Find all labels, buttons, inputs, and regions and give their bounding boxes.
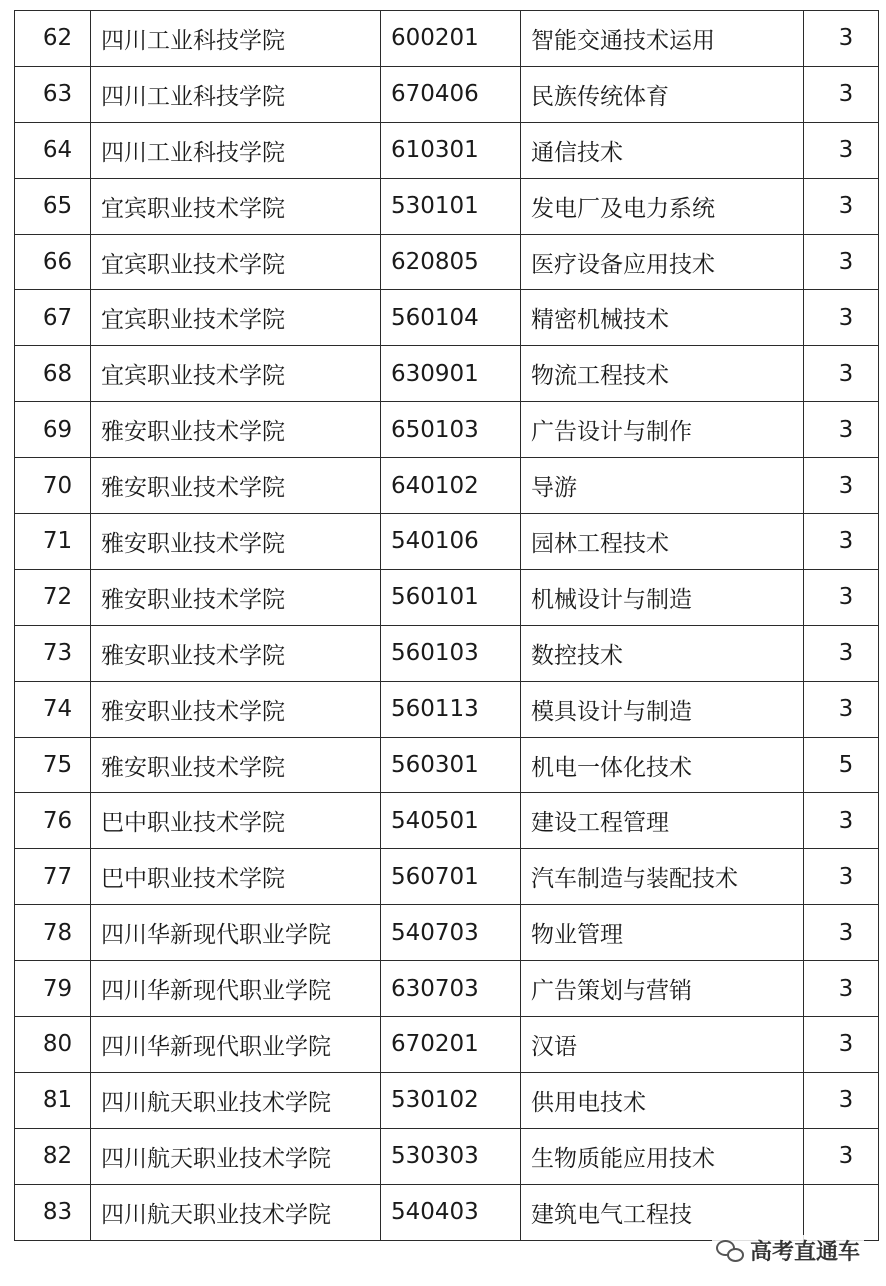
- quota-count-cell: 3: [804, 1128, 879, 1184]
- major-name-cell: 通信技术: [521, 122, 804, 178]
- quota-count-cell: 3: [804, 1017, 879, 1073]
- table-row: [15, 66, 879, 122]
- row-number-cell: 65: [15, 178, 91, 234]
- row-number-cell: 83: [15, 1184, 91, 1240]
- major-code-cell: 630901: [381, 346, 521, 402]
- quota-count-cell: 3: [804, 681, 879, 737]
- quota-count-cell: 3: [804, 961, 879, 1017]
- quota-table: [14, 10, 879, 1241]
- table-row: [15, 905, 879, 961]
- quota-count-cell: 3: [804, 122, 879, 178]
- table-row: [15, 1184, 879, 1240]
- wechat-icon: [716, 1240, 744, 1262]
- quota-count-cell: 3: [804, 849, 879, 905]
- school-name-cell: 四川华新现代职业学院: [91, 905, 381, 961]
- row-number-cell: 76: [15, 793, 91, 849]
- quota-count-cell: 3: [804, 625, 879, 681]
- major-name-cell: 广告设计与制作: [521, 402, 804, 458]
- row-number-cell: 66: [15, 234, 91, 290]
- quota-count-cell: 3: [804, 458, 879, 514]
- table-row: [15, 458, 879, 514]
- row-number-cell: 75: [15, 737, 91, 793]
- quota-count-cell: 3: [804, 290, 879, 346]
- quota-count-cell: 3: [804, 178, 879, 234]
- major-code-cell: 530102: [381, 1072, 521, 1128]
- quota-count-cell: 3: [804, 66, 879, 122]
- school-name-cell: 四川工业科技学院: [91, 122, 381, 178]
- table-row: [15, 681, 879, 737]
- major-code-cell: 620805: [381, 234, 521, 290]
- quota-table-body: [15, 11, 879, 1241]
- row-number-cell: 80: [15, 1017, 91, 1073]
- quota-count-cell: 3: [804, 11, 879, 67]
- quota-count-cell: 3: [804, 905, 879, 961]
- major-name-cell: 供用电技术: [521, 1072, 804, 1128]
- major-code-cell: 540703: [381, 905, 521, 961]
- major-code-cell: 540403: [381, 1184, 521, 1240]
- major-name-cell: 汉语: [521, 1017, 804, 1073]
- school-name-cell: 四川航天职业技术学院: [91, 1072, 381, 1128]
- major-code-cell: 670201: [381, 1017, 521, 1073]
- major-code-cell: 560103: [381, 625, 521, 681]
- table-row: [15, 290, 879, 346]
- row-number-cell: 63: [15, 66, 91, 122]
- table-row: [15, 122, 879, 178]
- school-name-cell: 雅安职业技术学院: [91, 681, 381, 737]
- table-row: [15, 1017, 879, 1073]
- quota-count-cell: 3: [804, 234, 879, 290]
- quota-count-cell: 3: [804, 569, 879, 625]
- school-name-cell: 四川工业科技学院: [91, 66, 381, 122]
- major-name-cell: 建设工程管理: [521, 793, 804, 849]
- school-name-cell: 雅安职业技术学院: [91, 514, 381, 570]
- row-number-cell: 62: [15, 11, 91, 67]
- major-name-cell: 模具设计与制造: [521, 681, 804, 737]
- watermark-text: 高考直通车: [749, 1240, 860, 1265]
- row-number-cell: 82: [15, 1128, 91, 1184]
- row-number-cell: 71: [15, 514, 91, 570]
- school-name-cell: 宜宾职业技术学院: [91, 346, 381, 402]
- school-name-cell: 四川华新现代职业学院: [91, 961, 381, 1017]
- school-name-cell: 宜宾职业技术学院: [91, 234, 381, 290]
- row-number-cell: 64: [15, 122, 91, 178]
- school-name-cell: 巴中职业技术学院: [91, 793, 381, 849]
- table-row: [15, 11, 879, 67]
- table-row: [15, 793, 879, 849]
- quota-count-cell: 3: [804, 346, 879, 402]
- quota-count-cell: 3: [804, 514, 879, 570]
- school-name-cell: 四川工业科技学院: [91, 11, 381, 67]
- major-code-cell: 560113: [381, 681, 521, 737]
- table-row: [15, 402, 879, 458]
- major-code-cell: 540106: [381, 514, 521, 570]
- major-name-cell: 物流工程技术: [521, 346, 804, 402]
- table-row: [15, 737, 879, 793]
- major-name-cell: 精密机械技术: [521, 290, 804, 346]
- major-name-cell: 机械设计与制造: [521, 569, 804, 625]
- major-name-cell: 民族传统体育: [521, 66, 804, 122]
- major-name-cell: 医疗设备应用技术: [521, 234, 804, 290]
- row-number-cell: 69: [15, 402, 91, 458]
- quota-count-cell: 5: [804, 737, 879, 793]
- row-number-cell: 79: [15, 961, 91, 1017]
- school-name-cell: 雅安职业技术学院: [91, 458, 381, 514]
- major-code-cell: 560104: [381, 290, 521, 346]
- quota-count-cell: 3: [804, 402, 879, 458]
- major-name-cell: 导游: [521, 458, 804, 514]
- major-code-cell: 560101: [381, 569, 521, 625]
- major-code-cell: 600201: [381, 11, 521, 67]
- table-row: [15, 1128, 879, 1184]
- school-name-cell: 宜宾职业技术学院: [91, 290, 381, 346]
- row-number-cell: 73: [15, 625, 91, 681]
- table-row: [15, 961, 879, 1017]
- row-number-cell: 81: [15, 1072, 91, 1128]
- school-name-cell: 雅安职业技术学院: [91, 737, 381, 793]
- major-name-cell: 机电一体化技术: [521, 737, 804, 793]
- major-code-cell: 630703: [381, 961, 521, 1017]
- school-name-cell: 宜宾职业技术学院: [91, 178, 381, 234]
- table-row: [15, 346, 879, 402]
- major-name-cell: 智能交通技术运用: [521, 11, 804, 67]
- school-name-cell: 雅安职业技术学院: [91, 569, 381, 625]
- row-number-cell: 68: [15, 346, 91, 402]
- table-row: [15, 625, 879, 681]
- school-name-cell: 巴中职业技术学院: [91, 849, 381, 905]
- row-number-cell: 67: [15, 290, 91, 346]
- major-code-cell: 530303: [381, 1128, 521, 1184]
- table-row: [15, 569, 879, 625]
- major-code-cell: 640102: [381, 458, 521, 514]
- school-name-cell: 雅安职业技术学院: [91, 402, 381, 458]
- major-code-cell: 530101: [381, 178, 521, 234]
- major-code-cell: 540501: [381, 793, 521, 849]
- row-number-cell: 78: [15, 905, 91, 961]
- table-row: [15, 849, 879, 905]
- school-name-cell: 四川航天职业技术学院: [91, 1128, 381, 1184]
- row-number-cell: 74: [15, 681, 91, 737]
- major-name-cell: 广告策划与营销: [521, 961, 804, 1017]
- major-name-cell: 生物质能应用技术: [521, 1128, 804, 1184]
- watermark: [712, 1235, 864, 1266]
- major-code-cell: 650103: [381, 402, 521, 458]
- row-number-cell: 70: [15, 458, 91, 514]
- major-name-cell: 数控技术: [521, 625, 804, 681]
- quota-count-cell: [804, 1184, 879, 1240]
- quota-count-cell: 3: [804, 793, 879, 849]
- table-row: [15, 1072, 879, 1128]
- row-number-cell: 72: [15, 569, 91, 625]
- school-name-cell: 四川华新现代职业学院: [91, 1017, 381, 1073]
- major-name-cell: 园林工程技术: [521, 514, 804, 570]
- row-number-cell: 77: [15, 849, 91, 905]
- school-name-cell: 雅安职业技术学院: [91, 625, 381, 681]
- major-code-cell: 610301: [381, 122, 521, 178]
- major-code-cell: 560701: [381, 849, 521, 905]
- major-name-cell: 发电厂及电力系统: [521, 178, 804, 234]
- major-name-cell: 物业管理: [521, 905, 804, 961]
- school-name-cell: 四川航天职业技术学院: [91, 1184, 381, 1240]
- major-code-cell: 560301: [381, 737, 521, 793]
- table-row: [15, 514, 879, 570]
- table-row: [15, 234, 879, 290]
- quota-count-cell: 3: [804, 1072, 879, 1128]
- major-code-cell: 670406: [381, 66, 521, 122]
- major-name-cell: 建筑电气工程技: [521, 1184, 804, 1240]
- table-row: [15, 178, 879, 234]
- major-name-cell: 汽车制造与装配技术: [521, 849, 804, 905]
